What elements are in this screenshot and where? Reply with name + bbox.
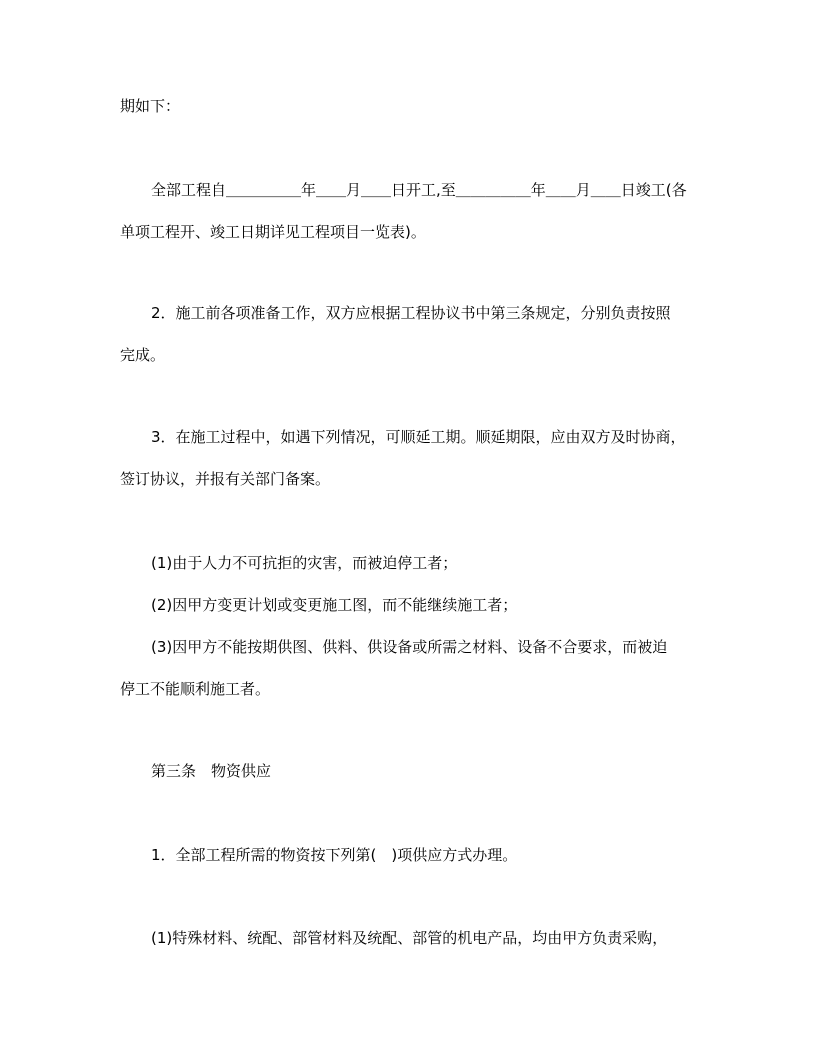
paragraph-line-1: 期如下： — [120, 97, 181, 115]
paragraph-line-7: 签订协议，并报有关部门备案。 — [120, 470, 331, 488]
paragraph-line-5: 完成。 — [120, 346, 166, 364]
paragraph-line-6: 3．在施工过程中，如遇下列情况，可顺延工期。顺延期限，应由双方及时协商， — [151, 428, 686, 446]
list-item-1: (1)由于人力不可抗拒的灾害，而被迫停工者； — [151, 554, 458, 572]
paragraph-line-3: 单项工程开、竣工日期详见工程项目一览表)。 — [120, 223, 426, 241]
paragraph-line-9: (1)特殊材料、统配、部管材料及统配、部管的机电产品，均由甲方负责采购， — [151, 929, 668, 947]
paragraph-line-4: 2．施工前各项准备工作，双方应根据工程协议书中第三条规定，分别负责按照 — [151, 304, 671, 322]
paragraph-line-8: 1．全部工程所需的物资按下列第( )项供应方式办理。 — [151, 846, 518, 864]
section-heading: 第三条 物资供应 — [151, 762, 272, 780]
list-item-2: (2)因甲方变更计划或变更施工图，而不能继续施工者； — [151, 596, 518, 614]
paragraph-line-2: 全部工程自＿＿＿＿＿年＿＿月＿＿日开工,至＿＿＿＿＿年＿＿月＿＿日竣工(各 — [151, 181, 687, 199]
list-item-3: (3)因甲方不能按期供图、供料、供设备或所需之材料、设备不合要求，而被迫 — [151, 638, 668, 656]
list-item-3-continued: 停工不能顺利施工者。 — [120, 680, 271, 698]
